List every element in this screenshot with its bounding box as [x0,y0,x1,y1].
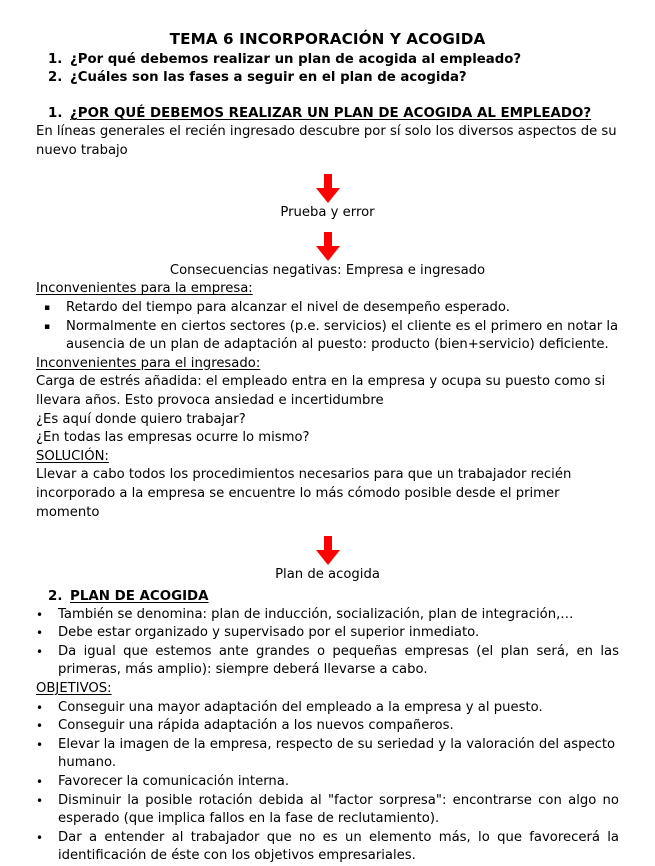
plan-bullets-list [36,606,619,680]
flow-label-prueba-y-error: Prueba y error [280,205,375,221]
arrow-2-container [36,232,619,262]
employee-drawbacks-text: Carga de estrés añadida: el empleado entra en la empresa y ocupa su puesto como si llevara años. Esto provoca ansiedad e incertidumbre [36,374,606,408]
list-item [36,69,619,87]
list-item [36,717,619,736]
company-drawbacks-heading: Inconvenientes para la empresa: [36,281,253,297]
list-item [36,299,619,318]
objectives-list [36,699,619,866]
list-item-text: Conseguir una rápida adaptación a los nuevos compañeros. [58,718,454,734]
question-number: 2. [48,69,63,85]
solution-heading-wrap [36,448,619,467]
flow-label-consecuencias: Consecuencias negativas: Empresa e ingresado [169,262,486,278]
question-list [36,51,619,86]
round-bullet-icon: • [36,626,44,641]
objectives-heading: OBJETIVOS: [36,681,112,697]
list-item-text: Elevar la imagen de la empresa, respecto de su seriedad y la valoración del aspecto humano. [58,736,616,771]
list-item [36,792,619,829]
list-item-text: Normalmente en ciertos sectores (p.e. servicios) el cliente es el primero en notar la ausencia de un plan de adaptación al puesto: producto (bien+servicio) deficiente. [66,318,619,353]
objectives-heading-wrap [36,680,619,699]
list-item [36,829,619,866]
arrow-1-container [36,174,619,204]
square-bullet-icon: ▪ [44,302,51,313]
question-text: ¿Cuáles son las fases a seguir en el plan de acogida? [70,69,467,85]
section-2-heading [36,588,619,606]
list-item [36,51,619,69]
list-item-text: Retardo del tiempo para alcanzar el nivel de desempeño esperado. [66,299,510,315]
square-bullet-icon: ▪ [44,321,51,332]
employee-drawbacks-heading: Inconvenientes para el ingresado: [36,355,261,371]
round-bullet-icon: • [36,793,44,808]
flow-label-plan-de-acogida: Plan de acogida [275,567,380,583]
section-1-number: 1. [48,106,63,121]
section-2-number: 2. [48,588,63,604]
list-item-text: También se denomina: plan de inducción, socialización, plan de integración,… [58,606,574,622]
round-bullet-icon: • [36,830,44,845]
question-number: 1. [48,52,63,67]
list-item [36,699,619,718]
list-item-text: Da igual que estemos ante grandes o pequeñas empresas (el plan será, en las primeras, más amplio): siempre deberá llevarse a cabo. [58,643,619,678]
list-item [36,318,619,355]
round-bullet-icon: • [36,719,44,734]
round-bullet-icon: • [36,700,44,715]
list-item-text: Favorecer la comunicación interna. [58,774,290,790]
company-drawbacks-list [36,299,619,355]
employee-drawbacks-heading-wrap [36,355,619,374]
rhetorical-question-1: ¿Es aquí donde quiero trabajar? [36,411,246,427]
section-1-title: ¿POR QUÉ DEBEMOS REALIZAR UN PLAN DE ACOGIDA AL EMPLEADO? [70,106,592,121]
question-text: ¿Por qué debemos realizar un plan de acogida al empleado? [70,52,522,67]
down-arrow-icon [315,232,341,262]
list-item-text: Dar a entender al trabajador que no es un elemento más, lo que favorecerá la identificación de éste con los objetivos empresariales. [58,829,619,864]
list-item [36,624,619,643]
list-item [36,773,619,792]
down-arrow-icon [315,174,341,204]
round-bullet-icon: • [36,607,44,622]
solution-text: Llevar a cabo todos los procedimientos necesarios para que un trabajador recién incorporado a la empresa se encuentre lo más cómodo posible desde el primer momento [36,467,572,520]
list-item [36,736,619,773]
section-1-intro: En líneas generales el recién ingresado descubre por sí solo los diversos aspectos de su nuevo trabajo [36,124,617,158]
round-bullet-icon: • [36,737,44,752]
solution-heading: SOLUCIÓN: [36,448,109,464]
round-bullet-icon: • [36,775,44,790]
rhetorical-question-2: ¿En todas las empresas ocurre lo mismo? [36,430,310,446]
list-item-text: Disminuir la posible rotación debida al "factor sorpresa": encontrarse con algo no esperado (que implica fallos en la fase de reclutamiento). [58,792,619,827]
arrow-3-container [36,536,619,566]
page-title: TEMA 6 INCORPORACIÓN Y ACOGIDA [169,30,486,48]
section-2-title: PLAN DE ACOGIDA [70,588,209,604]
list-item-text: Debe estar organizado y supervisado por el superior inmediato. [58,625,480,641]
company-drawbacks-heading-wrap [36,280,619,299]
round-bullet-icon: • [36,644,44,659]
list-item-text: Conseguir una mayor adaptación del empleado a la empresa y al puesto. [58,699,543,715]
list-item [36,643,619,680]
list-item [36,606,619,625]
section-1-heading [36,105,619,123]
down-arrow-icon [315,536,341,566]
